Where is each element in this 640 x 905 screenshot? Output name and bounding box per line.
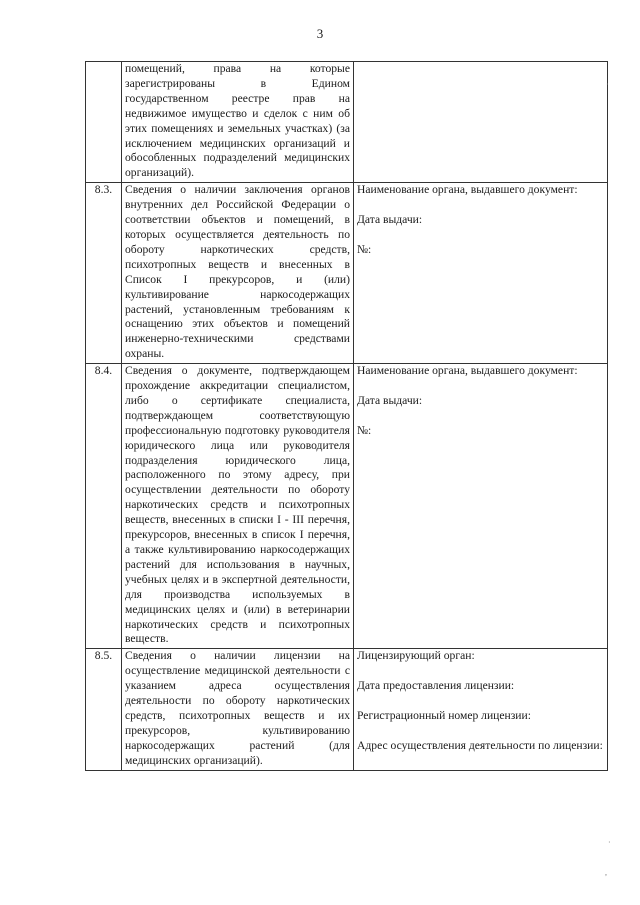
license-date-field: Дата предоставления лицензии: bbox=[357, 679, 515, 693]
application-table bbox=[85, 61, 608, 771]
row-fields bbox=[354, 183, 608, 364]
row-fields bbox=[354, 364, 608, 649]
row-fields bbox=[354, 62, 608, 183]
scan-artifact: · bbox=[608, 838, 611, 847]
table-row bbox=[86, 62, 608, 183]
document-number-field: №: bbox=[357, 243, 372, 257]
row-number: 8.4. bbox=[86, 364, 122, 649]
scan-artifact: · bbox=[606, 80, 609, 89]
row-description: Сведения о наличии лицензии на осуществление медицинской деятельности с указанием адреса осуществления деятельности по обороту наркотических средств, психотропных веществ и их прекурсоров, культивированию наркосодержащих растений (для медицинских организаций). bbox=[122, 649, 354, 770]
issue-date-field: Дата выдачи: bbox=[357, 394, 423, 408]
row-description: Сведения о документе, подтверждающем прохождение аккредитации специалистом, либо о сертификате специалиста, подтверждающем соответствующую профессиональную подготовку руководителя юридического лица или руководителя подразделения юридического лица, расположенного по этому адресу, при осуществлении деятельности по обороту наркотических средств и психотропных веществ, внесенных в списки I - III перечня, прекурсоров, внесенных в список I перечня, а также культивированию наркосодержащих растений для использования в научных, учебных целях и в экспертной деятельности, для производства используемых в медицинских целях и (или) в ветеринарии наркотических средств и психотропных веществ. bbox=[122, 364, 354, 649]
issuing-authority-field: Наименование органа, выдавшего документ: bbox=[357, 364, 578, 378]
licensing-authority-field: Лицензирующий орган: bbox=[357, 649, 475, 663]
license-address-field: Адрес осуществления деятельности по лицензии: bbox=[357, 739, 603, 753]
row-number: 8.3. bbox=[86, 183, 122, 364]
table-row bbox=[86, 364, 608, 649]
issuing-authority-field: Наименование органа, выдавшего документ: bbox=[357, 183, 578, 197]
table-row bbox=[86, 649, 608, 770]
document-number-field: №: bbox=[357, 423, 372, 437]
page-number: 3 bbox=[316, 26, 324, 41]
row-description: помещений, права на которые зарегистрированы в Едином государственном реестре прав на недвижимое имущество и сделок с ним об этих помещениях и земельных участках) (за исключением медицинских организаций и обособленных подразделений медицинских организаций). bbox=[122, 62, 354, 183]
scan-artifact: , bbox=[605, 868, 607, 877]
row-fields bbox=[354, 649, 608, 770]
issue-date-field: Дата выдачи: bbox=[357, 213, 423, 227]
row-number: 8.5. bbox=[86, 649, 122, 770]
license-number-field: Регистрационный номер лицензии: bbox=[357, 709, 531, 723]
table-row bbox=[86, 183, 608, 364]
row-number bbox=[86, 62, 122, 183]
row-description: Сведения о наличии заключения органов внутренних дел Российской Федерации о соответствии объектов и помещений, в которых осуществляется деятельность по обороту наркотических средств, психотропных веществ и внесенных в Список I прекурсоров, и (или) культивирование наркосодержащих растений, установленным требованиям к оснащению этих объектов и помещений инженерно-техническими средствами охраны. bbox=[122, 183, 354, 364]
